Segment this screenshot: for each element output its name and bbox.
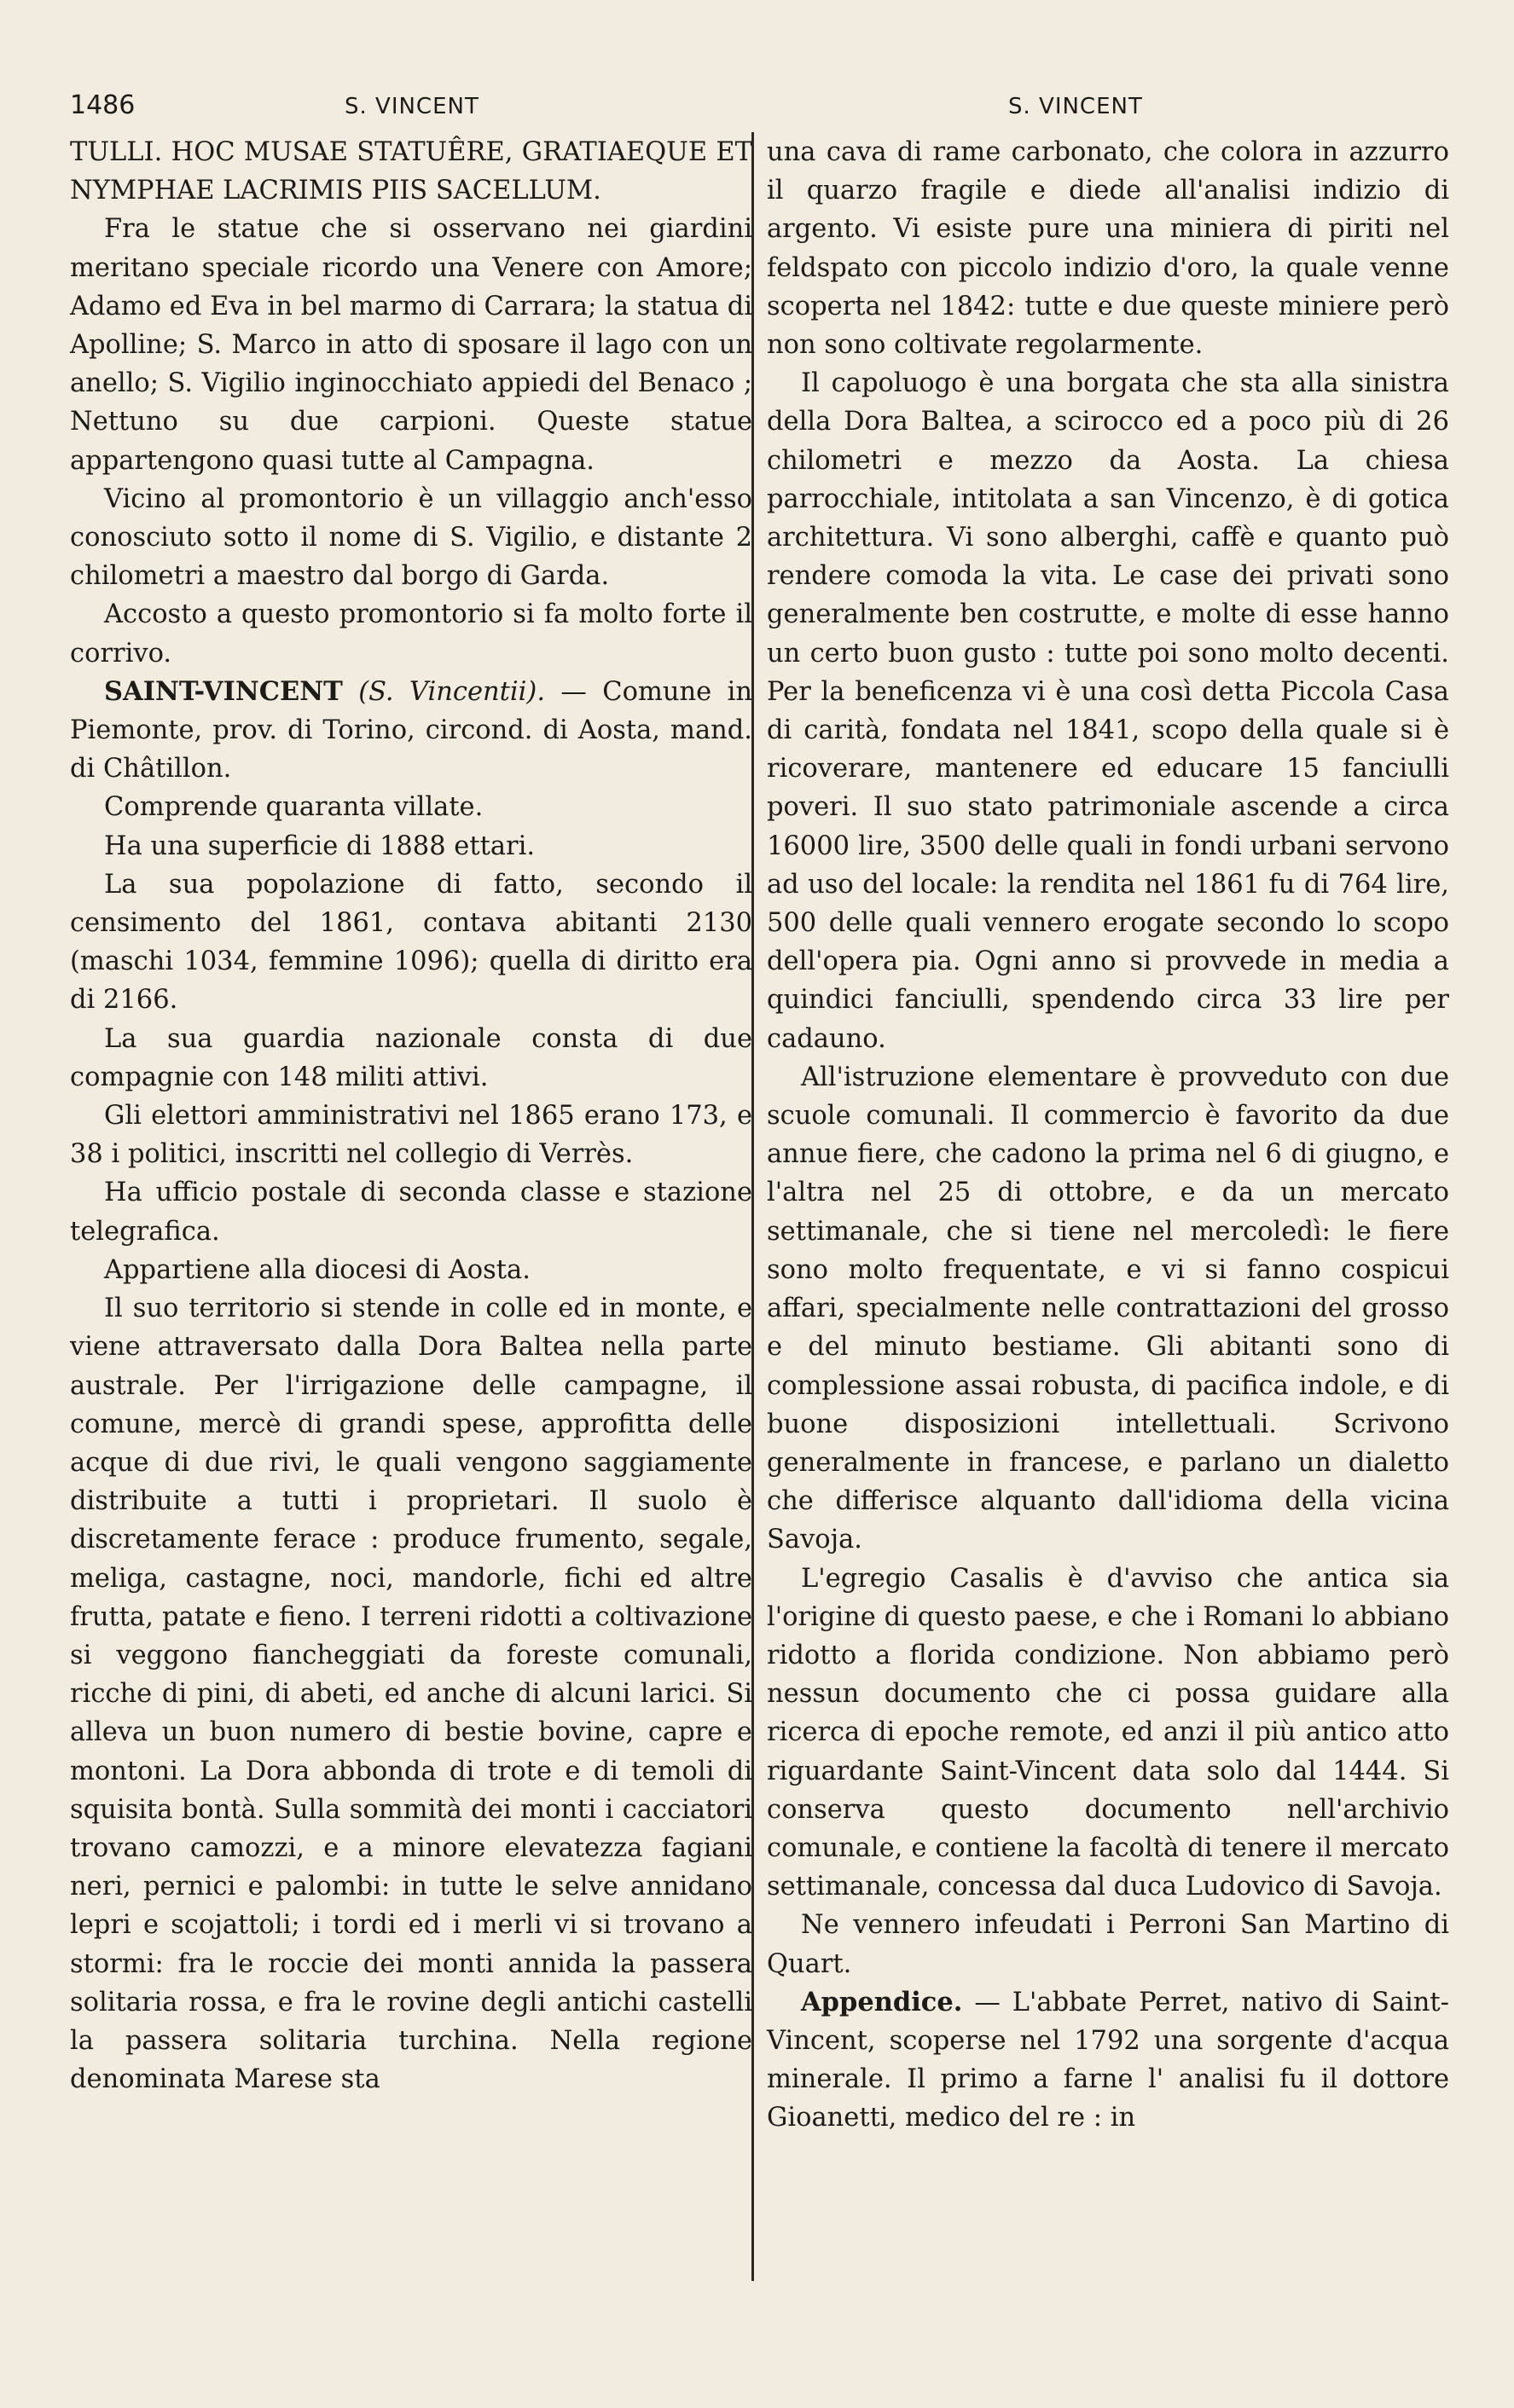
entry-latin-name: (S. Vincentii).: [358, 676, 546, 707]
appendix-heading: Appendice.: [801, 1986, 963, 2017]
paragraph-surface: Ha una superficie di 1888 ettari.: [104, 831, 536, 861]
appendix-text: — L'abbate Perret, nativo di Saint-Vincent, scoperse nel 1792 una sorgente d'acqua minerale. Il primo a farne l' analisi fu il dottore Gioanetti, medico del re : in: [767, 1987, 1449, 2133]
running-title-right: S. VINCENT: [1008, 94, 1143, 119]
paragraph-mine: una cava di rame carbonato, che colora in azzurro il quarzo fragile e diede all'analisi indizio di argento. Vi esiste pure una miniera di piriti nel feldspato con piccolo indizio d'oro, la quale venne scoperta nel 1842: tutte e due queste miniere però non sono coltivate regolarmente.: [767, 137, 1449, 361]
entry-saint-vincent: [70, 673, 752, 789]
paragraph-electors: Gli elettori amministrativi nel 1865 erano 173, e 38 i politici, inscritti nel collegio di Verrès.: [70, 1101, 752, 1170]
page-header: [70, 90, 1443, 131]
paragraph-current: Accosto a questo promontorio si fa molto forte il corrivo.: [70, 599, 752, 669]
paragraph-population: La sua popolazione di fatto, secondo il censimento del 1861, contava abitanti 2130 (maschi 1034, femmine 1096); quella di diritto era di 2166.: [70, 869, 752, 1016]
inscription-continuation: TULLI. HOC MUSAE STATUÊRE, GRATIAEQUE ET NYMPHAE LACRIMIS PIIS SACELLUM.: [70, 137, 752, 206]
left-column: [70, 133, 752, 2098]
page-number: 1486: [70, 90, 136, 120]
right-column: [767, 133, 1449, 2138]
entry-heading: SAINT-VINCENT: [104, 675, 343, 707]
paragraph-appendix: [767, 1983, 1449, 2138]
paragraph-postal: Ha ufficio postale di seconda classe e stazione telegrafica.: [70, 1178, 752, 1247]
paragraph-education: All'istruzione elementare è provveduto con due scuole comunali. Il commercio è favorito da due annue fiere, che cadono la prima nel 6 di giugno, e l'altra nel 25 di ottobre, e da un mercato settimanale, che si tiene nel mercoledì: le fiere sono molto frequentate, e vi si fanno cospicui affari, specialmente nelle contrattazioni del grosso e del minuto bestiame. Gli abitanti sono di complessione assai robusta, di pacifica indole, e di buone disposizioni intellettuali. Scrivono generalmente in francese, e parlano un dialetto che differisce alquanto dall'idioma della vicina Savoja.: [767, 1062, 1449, 1555]
entry-definition: — Comune in Piemonte, prov. di Torino, circond. di Aosta, mand. di Châtillon.: [70, 676, 752, 784]
paragraph-village: Vicino al promontorio è un villaggio anch'esso conosciuto sotto il nome di S. Vigilio, e distante 2 chilometri a maestro dal borgo di Garda.: [70, 483, 752, 592]
paragraph-territory: Il suo territorio si stende in colle ed in monte, e viene attraversato dalla Dora Baltea nella parte australe. Per l'irrigazione delle campagne, il comune, mercè di grandi spese, approfitta delle acque di due rivi, le quali vengono saggiamente distribuite a tutti i proprietari. Il suolo è discretamente ferace : produce frumento, segale, meliga, castagne, noci, mandorle, fichi ed altre frutta, patate e fieno. I terreni ridotti a coltivazione si veggono fiancheggiati da foreste comunali, ricche di pini, di abeti, ed anche di alcuni larici. Si alleva un buon numero di bestie bovine, capre e montoni. La Dora abbonda di trote e di temoli di squisita bontà. Sulla sommità dei monti i cacciatori trovano camozzi, e a minore elevatezza fagiani neri, pernici e palombi: in tutte le selve annidano lepri e scojattoli; i tordi ed i merli vi si trovano a stormi: fra le roccie dei monti annida la passera solitaria rossa, e fra le rovine degli antichi castelli la passera solitaria turchina. Nella regione denominata Marese sta: [70, 1294, 752, 2095]
running-title-left: S. VINCENT: [345, 94, 479, 119]
paragraph-guard: La sua guardia nazionale consta di due compagnie con 148 militi attivi.: [70, 1023, 752, 1092]
paragraph-fief: Ne vennero infeudati i Perroni San Martino di Quart.: [767, 1910, 1449, 1979]
paragraph-history: L'egregio Casalis è d'avviso che antica sia l'origine di questo paese, e che i Romani lo abbiano ridotto a florida condizione. Non abbiamo però nessun documento che ci possa guidare alla ricerca di epoche remote, ed anzi il più antico atto riguardante Saint-Vincent data solo dal 1444. Si conserva questo documento nell'archivio comunale, e contiene la facoltà di tenere il mercato settimanale, concessa dal duca Ludovico di Savoja.: [767, 1563, 1449, 1902]
paragraph-diocese: Appartiene alla diocesi di Aosta.: [104, 1254, 531, 1285]
paragraph-statues: Fra le statue che si osservano nei giardini meritano speciale ricordo una Venere con Amore; Adamo ed Eva in bel marmo di Carrara; la statua di Apolline; S. Marco in atto di sposare il lago con un anello; S. Vigilio inginocchiato appiedi del Benaco ; Nettuno su due carpioni. Queste statue appartengono quasi tutte al Campagna.: [70, 214, 752, 476]
paragraph-capital: Il capoluogo è una borgata che sta alla sinistra della Dora Baltea, a scirocco ed a poco più di 26 chilometri e mezzo da Aosta. La chiesa parrocchiale, intitolata a san Vincenzo, è di gotica architettura. Vi sono alberghi, caffè e quanto può rendere comoda la vita. Le case dei privati sono generalmente ben costrutte, e molte di esse hanno un certo buon gusto : tutte poi sono molto decenti. Per la beneficenza vi è una così detta Piccola Casa di carità, fondata nel 1841, scopo della quale si è ricoverare, mantenere ed educare 15 fanciulli poveri. Il suo stato patrimoniale ascende a circa 16000 lire, 3500 delle quali in fondi urbani servono ad uso del locale: la rendita nel 1861 fu di 764 lire, 500 delle quali vennero erogate secondo lo scopo dell'opera pia. Ogni anno si provvede in media a quindici fanciulli, spendendo circa 33 lire per cadauno.: [767, 368, 1449, 1054]
paragraph-villages: Comprende quaranta villate.: [104, 792, 484, 823]
